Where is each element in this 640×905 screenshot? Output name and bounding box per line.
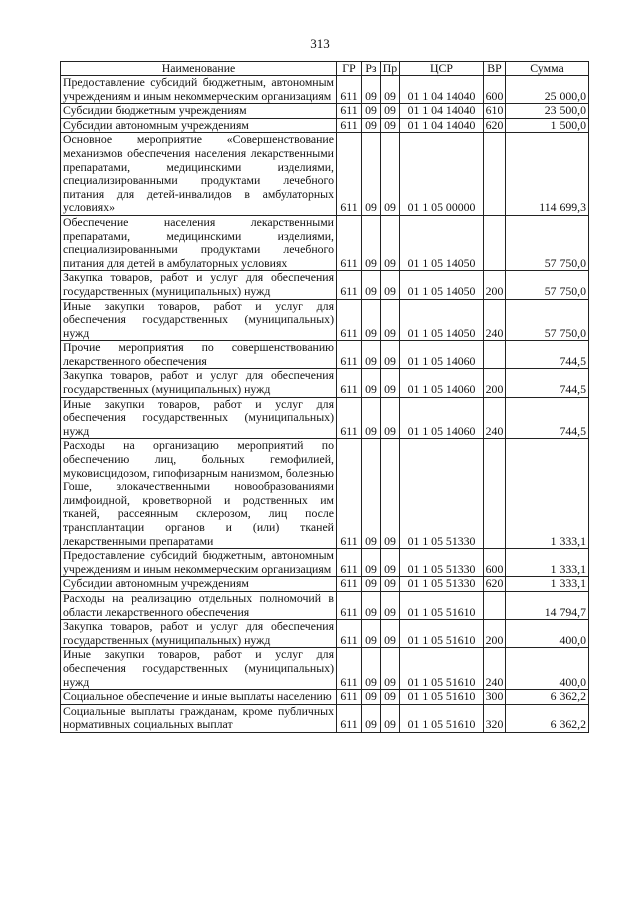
row-name: Иные закупки товаров, работ и услуг для обеспечения государственных (муниципальных) нужд	[61, 648, 337, 690]
table-row	[61, 118, 589, 133]
row-csr: 01 1 04 14040	[400, 104, 484, 119]
row-vr	[484, 341, 506, 369]
row-pr: 09	[381, 591, 400, 619]
row-csr: 01 1 05 14050	[400, 215, 484, 270]
row-pr: 09	[381, 690, 400, 705]
table-row	[61, 648, 589, 690]
row-rz: 09	[362, 577, 381, 592]
row-csr: 01 1 05 51610	[400, 620, 484, 648]
row-sum: 14 794,7	[506, 591, 589, 619]
row-csr: 01 1 04 14040	[400, 76, 484, 104]
row-sum: 114 699,3	[506, 133, 589, 216]
header-gr: ГР	[337, 62, 362, 76]
row-csr: 01 1 05 51610	[400, 591, 484, 619]
row-gr: 611	[337, 104, 362, 119]
row-rz: 09	[362, 133, 381, 216]
row-gr: 611	[337, 76, 362, 104]
row-vr	[484, 133, 506, 216]
row-csr: 01 1 05 51610	[400, 690, 484, 705]
row-sum: 1 500,0	[506, 118, 589, 133]
table-row	[61, 620, 589, 648]
row-csr: 01 1 05 14060	[400, 397, 484, 439]
row-sum: 6 362,2	[506, 690, 589, 705]
row-vr: 610	[484, 104, 506, 119]
row-gr: 611	[337, 620, 362, 648]
row-gr: 611	[337, 118, 362, 133]
table-row	[61, 397, 589, 439]
row-pr: 09	[381, 118, 400, 133]
row-vr	[484, 439, 506, 549]
row-rz: 09	[362, 271, 381, 299]
row-gr: 611	[337, 591, 362, 619]
row-sum: 6 362,2	[506, 704, 589, 732]
row-sum: 57 750,0	[506, 299, 589, 341]
row-vr: 600	[484, 76, 506, 104]
row-pr: 09	[381, 397, 400, 439]
row-sum: 744,5	[506, 341, 589, 369]
row-csr: 01 1 05 14050	[400, 271, 484, 299]
row-sum: 23 500,0	[506, 104, 589, 119]
row-rz: 09	[362, 104, 381, 119]
row-pr: 09	[381, 299, 400, 341]
row-gr: 611	[337, 704, 362, 732]
row-name: Субсидии автономным учреждениям	[61, 118, 337, 133]
row-rz: 09	[362, 215, 381, 270]
row-name: Иные закупки товаров, работ и услуг для обеспечения государственных (муниципальных) нужд	[61, 397, 337, 439]
row-sum: 57 750,0	[506, 215, 589, 270]
row-sum: 744,5	[506, 369, 589, 397]
header-name: Наименование	[61, 62, 337, 76]
row-vr: 240	[484, 299, 506, 341]
row-pr: 09	[381, 577, 400, 592]
table-row	[61, 369, 589, 397]
row-gr: 611	[337, 271, 362, 299]
table-row	[61, 299, 589, 341]
row-rz: 09	[362, 648, 381, 690]
row-rz: 09	[362, 549, 381, 577]
row-gr: 611	[337, 341, 362, 369]
row-sum: 1 333,1	[506, 439, 589, 549]
row-rz: 09	[362, 439, 381, 549]
row-rz: 09	[362, 690, 381, 705]
row-sum: 400,0	[506, 648, 589, 690]
row-vr: 200	[484, 369, 506, 397]
row-name: Иные закупки товаров, работ и услуг для обеспечения государственных (муниципальных) нужд	[61, 299, 337, 341]
row-rz: 09	[362, 591, 381, 619]
budget-table	[60, 61, 589, 733]
row-vr: 240	[484, 648, 506, 690]
row-gr: 611	[337, 397, 362, 439]
row-name: Основное мероприятие «Совершенствование механизмов обеспечения населения лекарственными препаратами, медицинскими изделиями, специализированными продуктами лечебного питания для детей-инвалидов в амбулаторных условиях»	[61, 133, 337, 216]
table-row	[61, 577, 589, 592]
row-name: Закупка товаров, работ и услуг для обеспечения государственных (муниципальных) нужд	[61, 620, 337, 648]
table-row	[61, 591, 589, 619]
row-sum: 57 750,0	[506, 271, 589, 299]
row-rz: 09	[362, 369, 381, 397]
row-vr	[484, 591, 506, 619]
row-gr: 611	[337, 215, 362, 270]
row-name: Социальные выплаты гражданам, кроме публичных нормативных социальных выплат	[61, 704, 337, 732]
row-vr: 240	[484, 397, 506, 439]
table-row	[61, 690, 589, 705]
row-pr: 09	[381, 704, 400, 732]
row-pr: 09	[381, 104, 400, 119]
row-name: Расходы на организацию мероприятий по обеспечению лиц, больных гемофилией, муковисцидозом, гипофизарным нанизмом, болезнью Гоше, злокачественными новообразованиями лимфоидной, кроветворной и родственных им тканей, рассеянным склерозом, лиц после трансплантации органов и (или) тканей лекарственными препаратами	[61, 439, 337, 549]
row-sum: 1 333,1	[506, 577, 589, 592]
table-row	[61, 341, 589, 369]
page-number: 313	[310, 36, 330, 51]
row-pr: 09	[381, 369, 400, 397]
table-row	[61, 549, 589, 577]
row-csr: 01 1 05 14060	[400, 369, 484, 397]
row-gr: 611	[337, 648, 362, 690]
row-gr: 611	[337, 133, 362, 216]
table-row	[61, 439, 589, 549]
row-gr: 611	[337, 439, 362, 549]
table-row	[61, 215, 589, 270]
row-gr: 611	[337, 577, 362, 592]
row-gr: 611	[337, 369, 362, 397]
row-pr: 09	[381, 215, 400, 270]
row-gr: 611	[337, 690, 362, 705]
row-pr: 09	[381, 620, 400, 648]
row-pr: 09	[381, 648, 400, 690]
row-csr: 01 1 05 51330	[400, 577, 484, 592]
row-rz: 09	[362, 620, 381, 648]
row-vr: 620	[484, 577, 506, 592]
table-header-row	[61, 62, 589, 76]
header-vr: ВР	[484, 62, 506, 76]
header-sum: Сумма	[506, 62, 589, 76]
row-csr: 01 1 04 14040	[400, 118, 484, 133]
row-sum: 744,5	[506, 397, 589, 439]
row-name: Предоставление субсидий бюджетным, автономным учреждениям и иным некоммерческим организациям	[61, 76, 337, 104]
row-name: Закупка товаров, работ и услуг для обеспечения государственных (муниципальных) нужд	[61, 369, 337, 397]
row-sum: 1 333,1	[506, 549, 589, 577]
row-vr: 300	[484, 690, 506, 705]
row-csr: 01 1 05 14050	[400, 299, 484, 341]
row-rz: 09	[362, 118, 381, 133]
row-csr: 01 1 05 51610	[400, 704, 484, 732]
row-csr: 01 1 05 14060	[400, 341, 484, 369]
row-name: Субсидии автономным учреждениям	[61, 577, 337, 592]
table-row	[61, 76, 589, 104]
row-rz: 09	[362, 397, 381, 439]
row-vr: 200	[484, 271, 506, 299]
header-pr: Пр	[381, 62, 400, 76]
row-vr	[484, 215, 506, 270]
row-vr: 200	[484, 620, 506, 648]
row-csr: 01 1 05 51330	[400, 439, 484, 549]
row-csr: 01 1 05 00000	[400, 133, 484, 216]
row-pr: 09	[381, 549, 400, 577]
row-gr: 611	[337, 299, 362, 341]
table-row	[61, 133, 589, 216]
header-rz: Рз	[362, 62, 381, 76]
table-row	[61, 104, 589, 119]
row-rz: 09	[362, 299, 381, 341]
row-sum: 25 000,0	[506, 76, 589, 104]
row-vr: 620	[484, 118, 506, 133]
header-csr: ЦСР	[400, 62, 484, 76]
row-pr: 09	[381, 439, 400, 549]
row-pr: 09	[381, 341, 400, 369]
row-gr: 611	[337, 549, 362, 577]
row-sum: 400,0	[506, 620, 589, 648]
row-rz: 09	[362, 341, 381, 369]
row-pr: 09	[381, 76, 400, 104]
row-csr: 01 1 05 51330	[400, 549, 484, 577]
row-vr: 320	[484, 704, 506, 732]
row-rz: 09	[362, 76, 381, 104]
row-name: Прочие мероприятия по совершенствованию лекарственного обеспечения	[61, 341, 337, 369]
row-pr: 09	[381, 271, 400, 299]
row-vr: 600	[484, 549, 506, 577]
row-pr: 09	[381, 133, 400, 216]
row-name: Обеспечение населения лекарственными препаратами, медицинскими изделиями, специализированными продуктами лечебного питания для детей в амбулаторных условиях	[61, 215, 337, 270]
row-name: Закупка товаров, работ и услуг для обеспечения государственных (муниципальных) нужд	[61, 271, 337, 299]
table-row	[61, 704, 589, 732]
row-name: Расходы на реализацию отдельных полномочий в области лекарственного обеспечения	[61, 591, 337, 619]
row-name: Субсидии бюджетным учреждениям	[61, 104, 337, 119]
row-rz: 09	[362, 704, 381, 732]
row-name: Предоставление субсидий бюджетным, автономным учреждениям и иным некоммерческим организациям	[61, 549, 337, 577]
table-row	[61, 271, 589, 299]
row-csr: 01 1 05 51610	[400, 648, 484, 690]
row-name: Социальное обеспечение и иные выплаты населению	[61, 690, 337, 705]
